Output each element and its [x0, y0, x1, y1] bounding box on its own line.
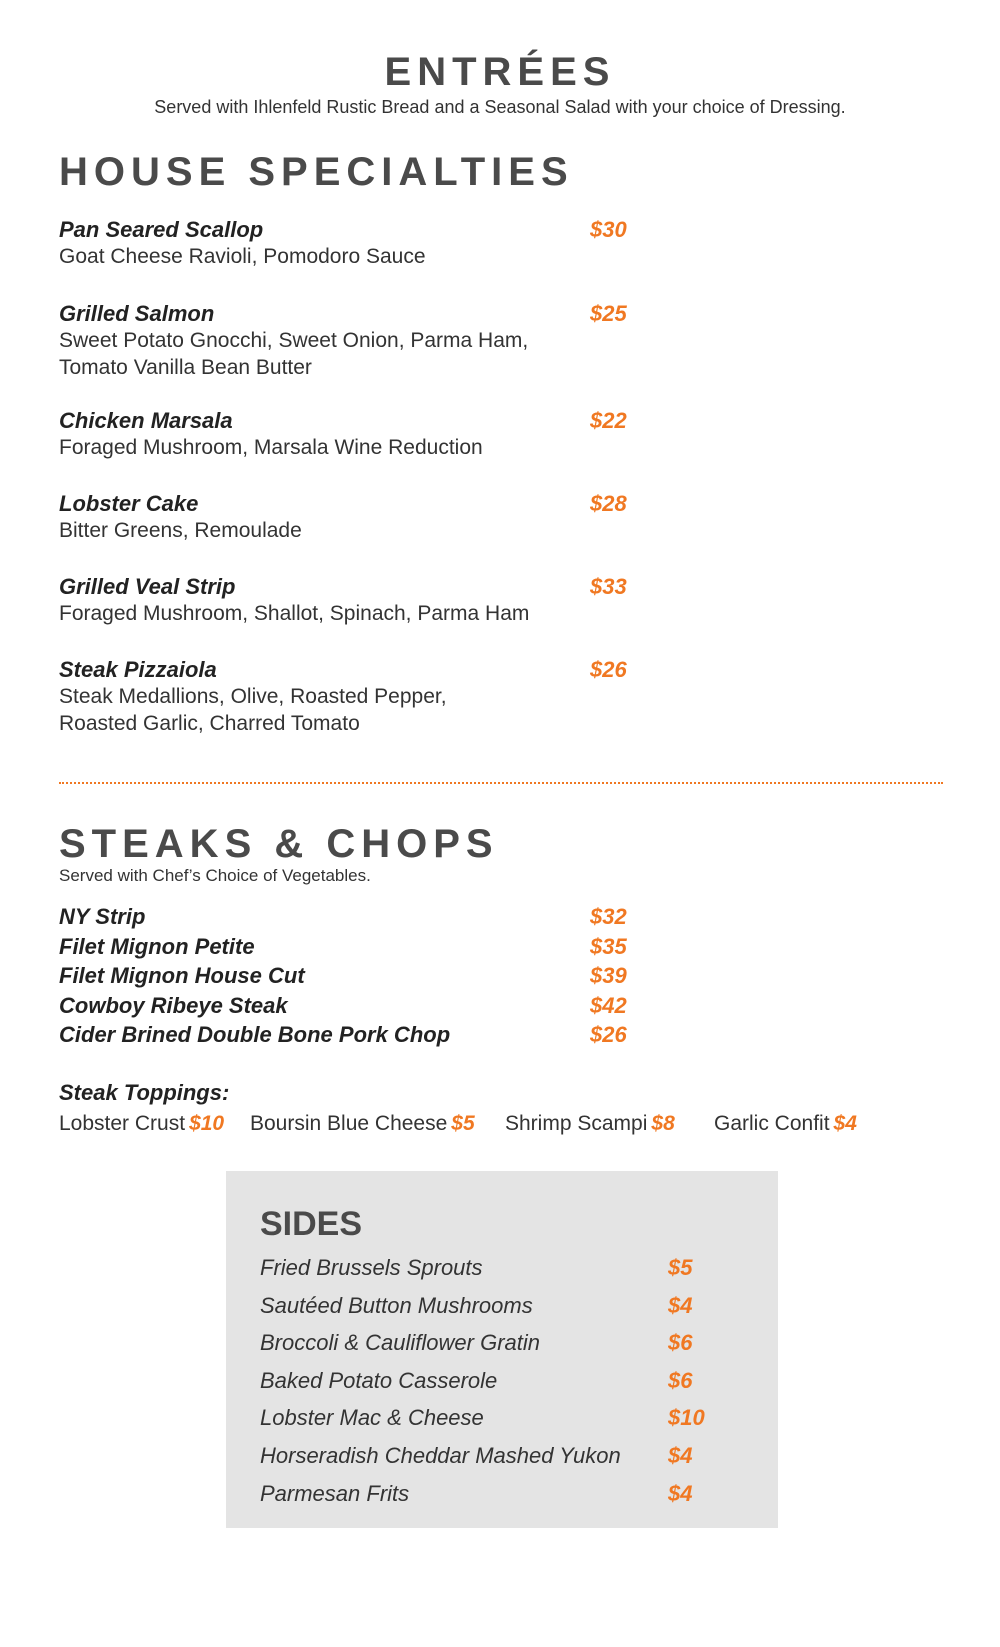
item-name: Sautéed Button Mushrooms: [260, 1292, 533, 1318]
list-item: [59, 961, 679, 991]
item-price: $32: [590, 904, 627, 929]
menu-item: [59, 656, 679, 737]
menu-item: [59, 573, 679, 627]
topping-item: [505, 1112, 675, 1136]
item-price: $4: [668, 1442, 693, 1468]
entrees-title: ENTRÉES: [384, 50, 616, 94]
list-item: [260, 1366, 740, 1404]
item-name: Pan Seared Scallop: [59, 217, 264, 242]
dotted-divider: [59, 782, 943, 784]
item-price: $5: [668, 1255, 693, 1280]
item-name: Baked Potato Casserole: [260, 1367, 498, 1393]
item-name: Lobster Mac & Cheese: [260, 1405, 484, 1431]
list-item: [59, 902, 679, 932]
item-price: $26: [590, 1022, 627, 1047]
entrees-header: [0, 0, 1000, 118]
item-name: Filet Mignon House Cut: [59, 963, 305, 988]
item-name: Grilled Veal Strip: [59, 574, 236, 599]
menu-item: [59, 490, 679, 544]
list-item: [59, 1020, 679, 1050]
menu-item: [59, 216, 679, 270]
steaks-chops-subtitle: Served with Chef’s Choice of Vegetables.: [59, 866, 371, 885]
steaks-chops-title: STEAKS & CHOPS: [59, 822, 499, 866]
item-description: Sweet Potato Gnocchi, Sweet Onion, Parma Ham,: [59, 329, 529, 352]
item-description: Foraged Mushroom, Marsala Wine Reduction: [59, 436, 483, 459]
topping-price: $10: [189, 1112, 225, 1135]
steaks-chops-list: [59, 902, 679, 1050]
item-price: $4: [668, 1480, 693, 1506]
item-description-line2: Tomato Vanilla Bean Butter: [59, 356, 312, 379]
item-price: $25: [590, 301, 627, 326]
item-price: $35: [590, 933, 627, 959]
item-name: NY Strip: [59, 904, 146, 929]
list-item: [260, 1479, 740, 1517]
item-price: $33: [590, 574, 627, 599]
item-description: Goat Cheese Ravioli, Pomodoro Sauce: [59, 245, 426, 268]
list-item: [59, 932, 679, 962]
item-name: Broccoli & Cauliflower Gratin: [260, 1330, 540, 1356]
item-description: Steak Medallions, Olive, Roasted Pepper,: [59, 685, 447, 708]
sides-title: SIDES: [260, 1205, 363, 1243]
item-price: $39: [590, 963, 627, 988]
item-price: $6: [668, 1367, 693, 1393]
item-name: Horseradish Cheddar Mashed Yukon: [260, 1442, 621, 1468]
list-item: [260, 1403, 740, 1441]
steak-toppings-label: Steak Toppings:: [59, 1080, 230, 1105]
topping-price: $4: [833, 1112, 857, 1135]
item-name: Cowboy Ribeye Steak: [59, 992, 288, 1018]
item-name: Fried Brussels Sprouts: [260, 1255, 483, 1280]
list-item: [260, 1253, 740, 1291]
menu-item: [59, 407, 679, 461]
item-name: Filet Mignon Petite: [59, 933, 255, 959]
topping-name: Lobster Crust: [59, 1112, 186, 1135]
topping-price: $5: [451, 1112, 475, 1135]
item-name: Parmesan Frits: [260, 1480, 410, 1506]
item-price: $4: [668, 1292, 693, 1318]
item-price: $30: [590, 217, 627, 242]
item-description: Foraged Mushroom, Shallot, Spinach, Parma Ham: [59, 602, 530, 625]
steak-toppings-list: [59, 1112, 959, 1142]
item-name: Steak Pizzaiola: [59, 657, 217, 682]
sides-list: [260, 1253, 740, 1516]
topping-name: Boursin Blue Cheese: [250, 1112, 448, 1135]
topping-price: $8: [651, 1112, 675, 1135]
item-name: Chicken Marsala: [59, 408, 233, 433]
item-name: Cider Brined Double Bone Pork Chop: [59, 1022, 451, 1047]
item-price: $10: [668, 1405, 705, 1431]
item-description: Bitter Greens, Remoulade: [59, 519, 302, 542]
list-item: [260, 1291, 740, 1329]
entrees-subtitle: Served with Ihlenfeld Rustic Bread and a Seasonal Salad with your choice of Dressing.: [154, 97, 846, 117]
topping-item: [714, 1112, 857, 1136]
item-price: $22: [590, 408, 627, 433]
topping-item: [250, 1112, 475, 1136]
item-name: Lobster Cake: [59, 491, 199, 516]
list-item: [260, 1441, 740, 1479]
item-price: $42: [590, 992, 627, 1018]
topping-name: Shrimp Scampi: [505, 1112, 648, 1135]
item-description-line2: Roasted Garlic, Charred Tomato: [59, 712, 360, 735]
list-item: [59, 991, 679, 1021]
item-price: $28: [590, 491, 627, 516]
topping-item: [59, 1112, 224, 1136]
sides-panel: [226, 1171, 778, 1528]
menu-item: [59, 300, 679, 381]
item-price: $6: [668, 1330, 693, 1356]
house-specialties-title: HOUSE SPECIALTIES: [59, 150, 574, 194]
item-name: Grilled Salmon: [59, 301, 215, 326]
list-item: [260, 1328, 740, 1366]
topping-name: Garlic Confit: [714, 1112, 830, 1135]
item-price: $26: [590, 657, 627, 682]
